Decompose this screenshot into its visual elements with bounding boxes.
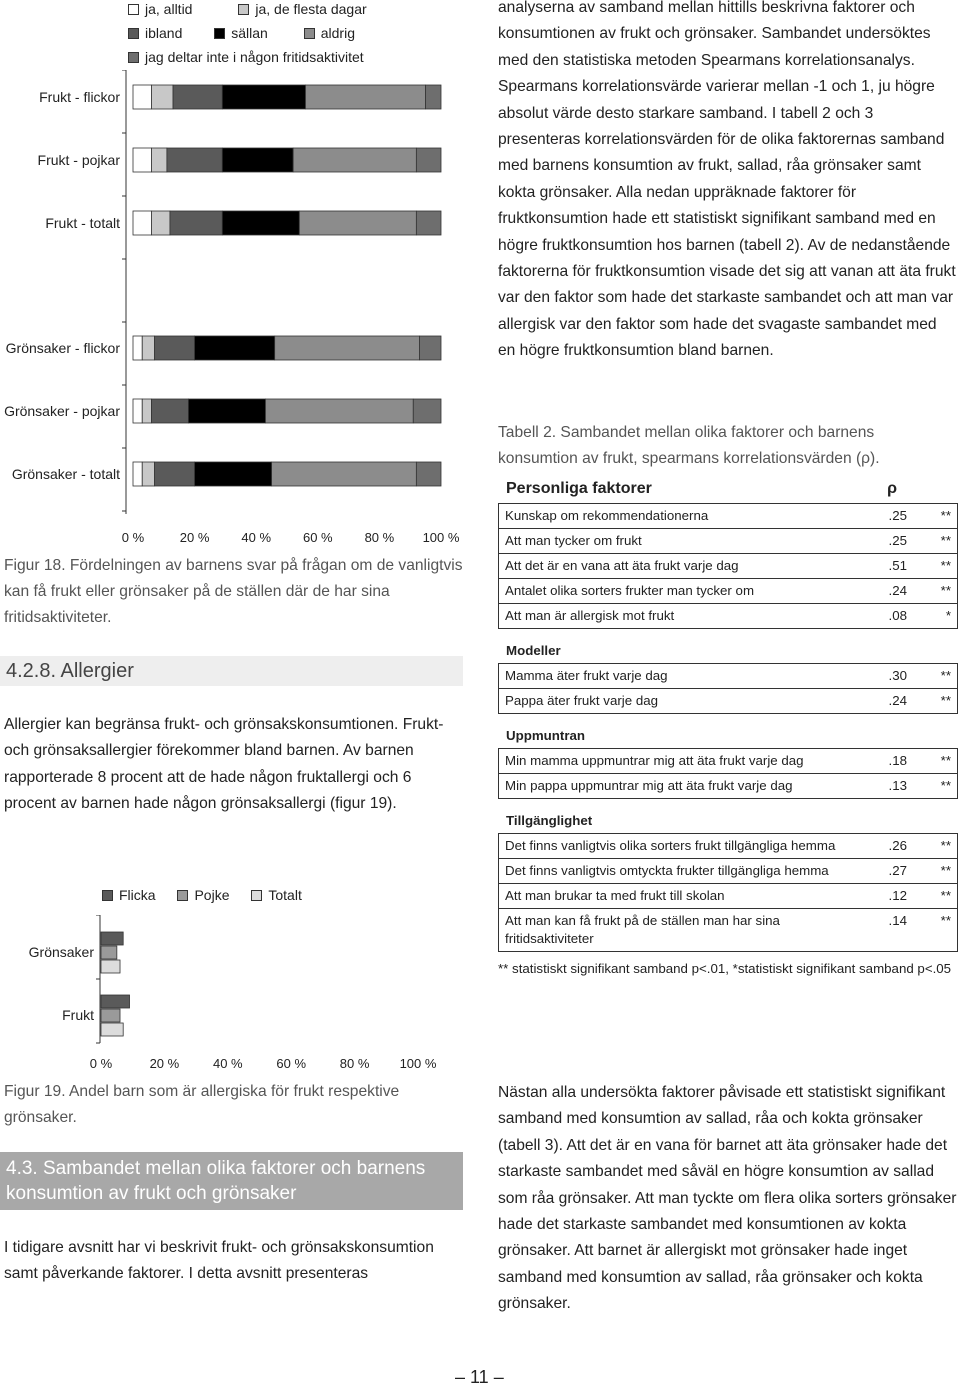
fig19-caption: Figur 19. Andel barn som är allergiska för frukt respektive grönsaker. [4, 1083, 400, 1126]
bar-segment [222, 211, 299, 235]
table2-caption: Tabell 2. Sambandet mellan olika faktorer och barnens konsumtion av frukt, spearmans korrelationsvärden (ρ). [498, 424, 880, 467]
rho-cell: .25 [861, 504, 913, 529]
x-tick-label: 40 % [212, 1056, 243, 1071]
rho-cell: .08 [861, 604, 913, 629]
right-paragraph-2 [498, 1080, 958, 1318]
bar [101, 995, 130, 1008]
legend-label: ibland [145, 25, 183, 41]
table-row [499, 604, 958, 629]
factor-cell: Antalet olika sorters frukter man tycker om [499, 579, 862, 604]
factor-cell: Att man tycker om frukt [499, 529, 862, 554]
table-row [499, 859, 958, 884]
x-tick-label: 20 % [179, 530, 210, 545]
sig-cell: ** [913, 884, 958, 909]
x-tick-label: 0 % [121, 530, 145, 545]
table-row [499, 749, 958, 774]
bar-segment [413, 399, 441, 423]
factor-cell: Att man är allergisk mot frukt [499, 604, 862, 629]
factor-cell: Pappa äter frukt varje dag [499, 689, 862, 714]
factor-cell: Mamma äter frukt varje dag [499, 664, 862, 689]
table2-group-modeller: Modeller [506, 643, 561, 658]
bar-segment [142, 462, 154, 486]
bar-segment [133, 462, 142, 486]
bar-segment [195, 462, 272, 486]
fig18-chart [0, 70, 470, 550]
x-tick-label: 80 % [364, 530, 395, 545]
table2-tillganglighet [498, 833, 958, 952]
samband-paragraph [4, 1235, 464, 1288]
bar [101, 960, 120, 973]
bar-segment [299, 211, 416, 235]
sig-cell: ** [913, 834, 958, 859]
bar [101, 1009, 120, 1022]
bar-segment [151, 85, 173, 109]
sig-cell: ** [913, 664, 958, 689]
bar-segment [265, 399, 413, 423]
table2-header-rho: ρ [887, 480, 897, 497]
factor-cell: Det finns vanligtvis olika sorters frukt tillgängliga hemma [499, 834, 862, 859]
legend-label: Pojke [194, 887, 230, 903]
bar-segment [419, 336, 441, 360]
page-number: – 11 – [455, 1367, 504, 1387]
table2 [498, 475, 958, 978]
bar [101, 1023, 123, 1036]
bar-segment [272, 462, 417, 486]
section-heading-text: 4.3. Sambandet mellan olika faktorer och barnens konsumtion av frukt och grönsaker [6, 1158, 426, 1204]
table2-modeller [498, 663, 958, 714]
rho-cell: .24 [861, 579, 913, 604]
sig-cell: ** [913, 859, 958, 884]
section-heading-text: 4.2.8. Allergier [6, 660, 134, 682]
bar-segment [155, 462, 195, 486]
table-row [499, 689, 958, 714]
bar-segment [142, 336, 154, 360]
fig18-caption: Figur 18. Fördelningen av barnens svar på frågan om de vanligtvis kan få frukt eller grönsaker på de ställen där de har sina fritidsaktiviteter. [4, 557, 463, 626]
bar-segment [426, 85, 441, 109]
rho-cell: .26 [861, 834, 913, 859]
rho-cell: .12 [861, 884, 913, 909]
rho-cell: .14 [861, 909, 913, 952]
table2-group-tillganglighet: Tillgänglighet [506, 813, 593, 828]
table-row [499, 774, 958, 799]
table2-header-title: Personliga faktorer [506, 480, 652, 497]
sig-cell: ** [913, 504, 958, 529]
table-row [499, 579, 958, 604]
legend-swatch-pojke [177, 890, 188, 901]
bar-segment [133, 211, 151, 235]
bar-segment [195, 336, 275, 360]
x-tick-label: 0 % [89, 1056, 113, 1071]
category-label: Grönsaker - totalt [11, 466, 120, 482]
factor-cell: Att man brukar ta med frukt till skolan [499, 884, 862, 909]
x-tick-label: 100 % [422, 530, 460, 545]
category-label: Frukt - flickor [39, 89, 120, 105]
bar-segment [416, 211, 441, 235]
x-tick-label: 60 % [276, 1056, 307, 1071]
bar-segment [133, 336, 142, 360]
factor-cell: Att det är en vana att äta frukt varje dag [499, 554, 862, 579]
bar [101, 932, 123, 945]
bar-segment [170, 211, 222, 235]
bar-segment [167, 148, 222, 172]
table-row [499, 834, 958, 859]
bar-segment [133, 85, 151, 109]
bar-segment [151, 211, 169, 235]
table-row [499, 909, 958, 952]
bar-segment [133, 399, 142, 423]
bar-segment [416, 148, 441, 172]
sig-cell: ** [913, 749, 958, 774]
rho-cell: .18 [861, 749, 913, 774]
bar-segment [142, 399, 151, 423]
legend-label: Flicka [119, 887, 156, 903]
rho-cell: .27 [861, 859, 913, 884]
category-label: Grönsaker - flickor [5, 340, 120, 356]
fig19-chart [0, 915, 470, 1075]
rho-cell: .25 [861, 529, 913, 554]
legend-label: ja, alltid [145, 1, 193, 17]
legend-swatch-totalt [251, 890, 262, 901]
table2-uppmuntran [498, 748, 958, 799]
legend-swatch-aldrig [304, 28, 315, 39]
legend-label: ja, de flesta dagar [255, 1, 367, 17]
factor-cell: Att man kan få frukt på de ställen man har sina fritidsaktiviteter [499, 909, 862, 952]
right-paragraph-1 [498, 0, 958, 365]
table2-group-uppmuntran: Uppmuntran [506, 728, 586, 743]
allergier-text: Allergier kan begränsa frukt- och grönsakskonsumtionen. Frukt- och grönsaksallergier förekommer bland barnen. Av barnen rapporterade 8 procent att de hade någon fruktallergi och 6 procent av barnen hade någon grönsaksallergi (figur 19). [4, 716, 444, 813]
category-label: Frukt - totalt [45, 215, 120, 231]
sig-cell: ** [913, 529, 958, 554]
legend-swatch-deltar-inte [128, 52, 139, 63]
bar-segment [133, 148, 151, 172]
category-label: Grönsaker [28, 944, 94, 960]
x-tick-label: 100 % [399, 1056, 437, 1071]
factor-cell: Min pappa uppmuntrar mig att äta frukt varje dag [499, 774, 862, 799]
sig-cell: ** [913, 554, 958, 579]
bar-segment [188, 399, 265, 423]
fig18-legend [128, 0, 468, 69]
right-text-1: analyserna av samband mellan hittills beskrivna faktorer och konsumtionen av frukt och grönsaker. Sambandet undersöktes med den statistiska metoden Spearmans korrelationsanalys. Spearmans korrelationsvärde varierar mellan -1 och 1, ju högre absolut värde desto starkare samband. I tabell 2 och 3 presenteras korrelationsvärden för de olika faktorernas samband med barnens konsumtion av frukt, sallad, råa grönsaker samt kokta grönsaker. Alla nedan uppräknade faktorer för fruktkonsumtion hade ett statistiskt signifikant samband med en högre fruktkonsumtion hos barnen (tabell 2). Av de nedanstående faktorerna för fruktkonsumtion visade det sig att vanan att äta frukt var den faktor som hade det starkaste sambandet och att man var allergisk var den faktor som hade det svagaste sambandet med en högre fruktkonsumtion bland barnen. [498, 0, 956, 360]
category-label: Grönsaker - pojkar [4, 403, 120, 419]
sig-cell: ** [913, 774, 958, 799]
legend-swatch-flicka [102, 890, 113, 901]
bar-segment [305, 85, 425, 109]
legend-label: sällan [231, 25, 268, 41]
sig-cell: ** [913, 579, 958, 604]
rho-cell: .51 [861, 554, 913, 579]
table2-personliga [498, 503, 958, 629]
x-tick-label: 60 % [302, 530, 333, 545]
legend-label: Totalt [268, 887, 302, 903]
factor-cell: Kunskap om rekommendationerna [499, 504, 862, 529]
legend-swatch-ibland [128, 28, 139, 39]
factor-cell: Det finns vanligtvis omtyckta frukter tillgängliga hemma [499, 859, 862, 884]
bar-segment [155, 336, 195, 360]
category-label: Frukt - pojkar [37, 152, 120, 168]
legend-swatch-ja-de-flesta [238, 4, 249, 15]
rho-cell: .13 [861, 774, 913, 799]
category-label: Frukt [62, 1007, 94, 1023]
bar-segment [222, 148, 293, 172]
bar-segment [151, 148, 166, 172]
sig-cell: ** [913, 689, 958, 714]
sig-cell: ** [913, 909, 958, 952]
x-tick-label: 20 % [149, 1056, 180, 1071]
factor-cell: Min mamma uppmuntrar mig att äta frukt varje dag [499, 749, 862, 774]
x-tick-label: 40 % [241, 530, 272, 545]
rho-cell: .30 [861, 664, 913, 689]
table2-footnote: ** statistiskt signifikant samband p<.01, *statistiskt signifikant samband p<.05 [498, 961, 952, 976]
table-row [499, 529, 958, 554]
samband-text: I tidigare avsnitt har vi beskrivit frukt- och grönsakskonsumtion samt påverkande faktorer. I detta avsnitt presenteras [4, 1239, 434, 1283]
bar-segment [275, 336, 420, 360]
x-tick-label: 80 % [339, 1056, 370, 1071]
bar-segment [222, 85, 305, 109]
legend-label: jag deltar inte i någon fritidsaktivitet [145, 49, 364, 65]
section-heading-samband [0, 1152, 463, 1210]
fig19-legend [102, 883, 320, 907]
table-row [499, 504, 958, 529]
bar-segment [416, 462, 441, 486]
rho-cell: .24 [861, 689, 913, 714]
table-row [499, 884, 958, 909]
bar-segment [151, 399, 188, 423]
table-row [499, 664, 958, 689]
section-heading-allergier [0, 656, 463, 686]
sig-cell: * [913, 604, 958, 629]
legend-label: aldrig [320, 25, 355, 41]
bar [101, 946, 117, 959]
legend-swatch-ja-alltid [128, 4, 139, 15]
legend-swatch-sallan [214, 28, 225, 39]
bar-segment [293, 148, 416, 172]
table-row [499, 554, 958, 579]
right-text-2: Nästan alla undersökta faktorer påvisade ett statistiskt signifikant samband med konsumtion av sallad, råa och kokta grönsaker (tabell 3). Att det är en vana för barnet att äta grönsaker hade det starkaste sambandet med såväl en högre konsumtion av sallad som råa grönsaker. Att man tyckte om flera olika sorters grönsaker hade det starkaste sambandet med konsumtionen av kokta grönsaker. Att barnet är allergiskt mot grönsaker hade inget samband med konsumtion av sallad, råa grönsaker och kokta grönsaker. [498, 1084, 957, 1313]
bar-segment [173, 85, 222, 109]
allergier-paragraph [4, 712, 464, 818]
